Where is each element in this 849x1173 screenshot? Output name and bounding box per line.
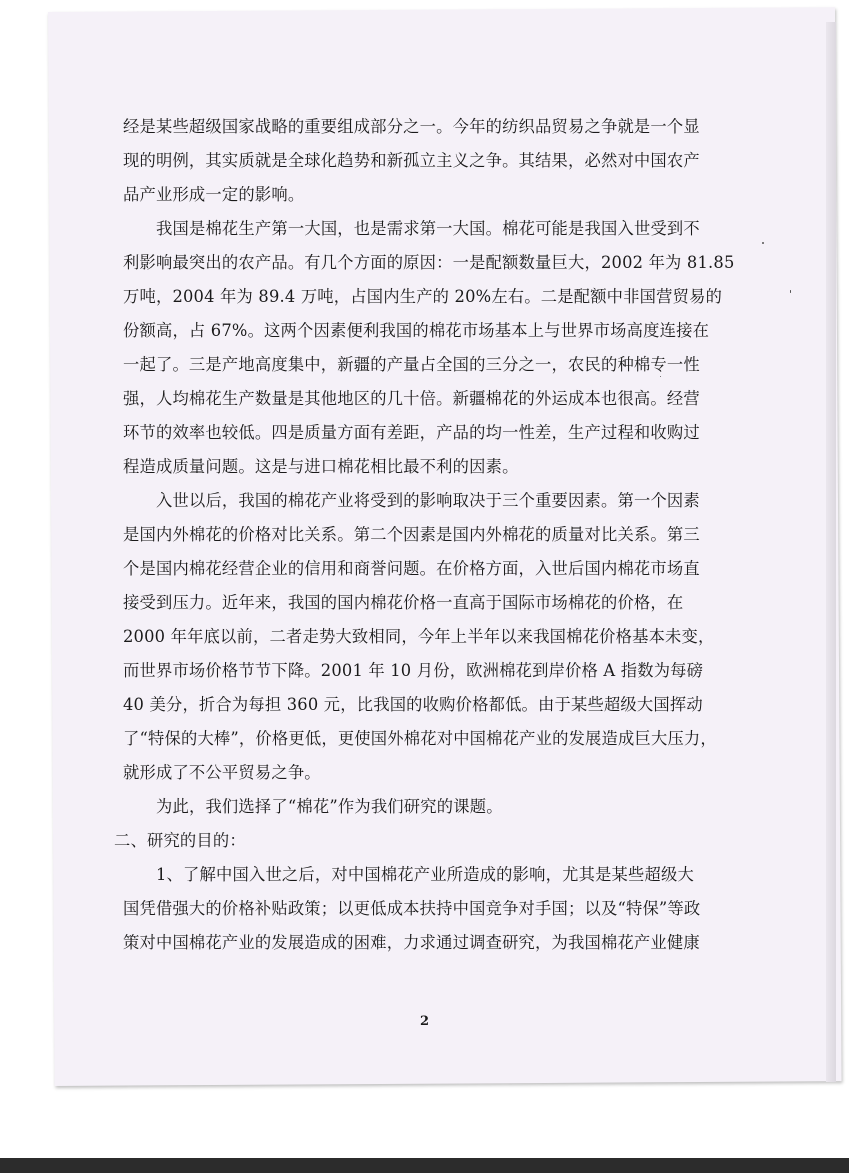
- scan-speck: [660, 376, 661, 377]
- text-line: 万吨，2004 年为 89.4 万吨，占国内生产的 20%左右。二是配额中非国营贸易的: [123, 287, 723, 306]
- text-line: 40 美分，折合为每担 360 元，比我国的收购价格都低。由于某些超级大国挥动: [123, 695, 703, 714]
- text-line: 程造成质量问题。这是与进口棉花相比最不利的因素。: [123, 457, 519, 476]
- text-line: 品产业形成一定的影响。: [123, 185, 305, 204]
- text-line: 环节的效率也较低。四是质量方面有差距，产品的均一性差，生产过程和收购过: [123, 423, 700, 442]
- page-number: 2: [419, 1014, 430, 1029]
- text-line: 利影响最突出的农产品。有几个方面的原因：一是配额数量巨大，2002 年为 81.85: [123, 253, 735, 272]
- text-line: 而世界市场价格节节下降。2001 年 10 月份，欧洲棉花到岸价格 A 指数为每磅: [123, 661, 704, 680]
- text-line: 就形成了不公平贸易之争。: [123, 763, 321, 782]
- text-line: 份额高，占 67%。这两个因素便利我国的棉花市场基本上与世界市场高度连接在: [123, 321, 710, 340]
- paragraph-start-line: 我国是棉花生产第一大国，也是需求第一大国。棉花可能是我国入世受到不: [156, 219, 700, 238]
- text-line: 策对中国棉花产业的发展造成的困难，力求通过调查研究，为我国棉花产业健康: [123, 933, 700, 952]
- paper-edge-shadow: [826, 22, 836, 1082]
- paragraph-start-line: 入世以后，我国的棉花产业将受到的影响取决于三个重要因素。第一个因素: [156, 491, 700, 510]
- text-line: 2000 年年底以前，二者走势大致相同，今年上半年以来我国棉花价格基本未变，: [123, 627, 715, 646]
- scan-speck: [762, 242, 764, 244]
- text-line: 接受到压力。近年来，我国的国内棉花价格一直高于国际市场棉花的价格，在: [123, 593, 684, 612]
- text-line: 个是国内棉花经营企业的信用和商誉问题。在价格方面，入世后国内棉花市场直: [123, 559, 700, 578]
- paragraph-start-line: 1、了解中国入世之后，对中国棉花产业所造成的影响，尤其是某些超级大: [156, 865, 694, 884]
- text-line: 现的明例，其实质就是全球化趋势和新孤立主义之争。其结果，必然对中国农产: [123, 151, 700, 170]
- text-line: 强，人均棉花生产数量是其他地区的几十倍。新疆棉花的外运成本也很高。经营: [123, 389, 700, 408]
- text-line: 一起了。三是产地高度集中，新疆的产量占全国的三分之一，农民的种棉专一性: [123, 355, 700, 374]
- text-line: 经是某些超级国家战略的重要组成部分之一。今年的纺织品贸易之争就是一个显: [123, 117, 700, 136]
- text-line: 是国内外棉花的价格对比关系。第二个因素是国内外棉花的质量对比关系。第三: [123, 525, 700, 544]
- scan-speck: [790, 290, 791, 293]
- document-body: [114, 110, 735, 960]
- paragraph-start-line: 为此，我们选择了“棉花”作为我们研究的课题。: [156, 797, 503, 816]
- scanner-border: [0, 1158, 849, 1173]
- section-heading: 二、研究的目的：: [114, 831, 246, 850]
- text-line: 国凭借强大的价格补贴政策；以更低成本扶持中国竞争对手国；以及“特保”等政: [123, 899, 701, 918]
- text-line: 了“特保的大棒”，价格更低，更使国外棉花对中国棉花产业的发展造成巨大压力，: [123, 729, 717, 748]
